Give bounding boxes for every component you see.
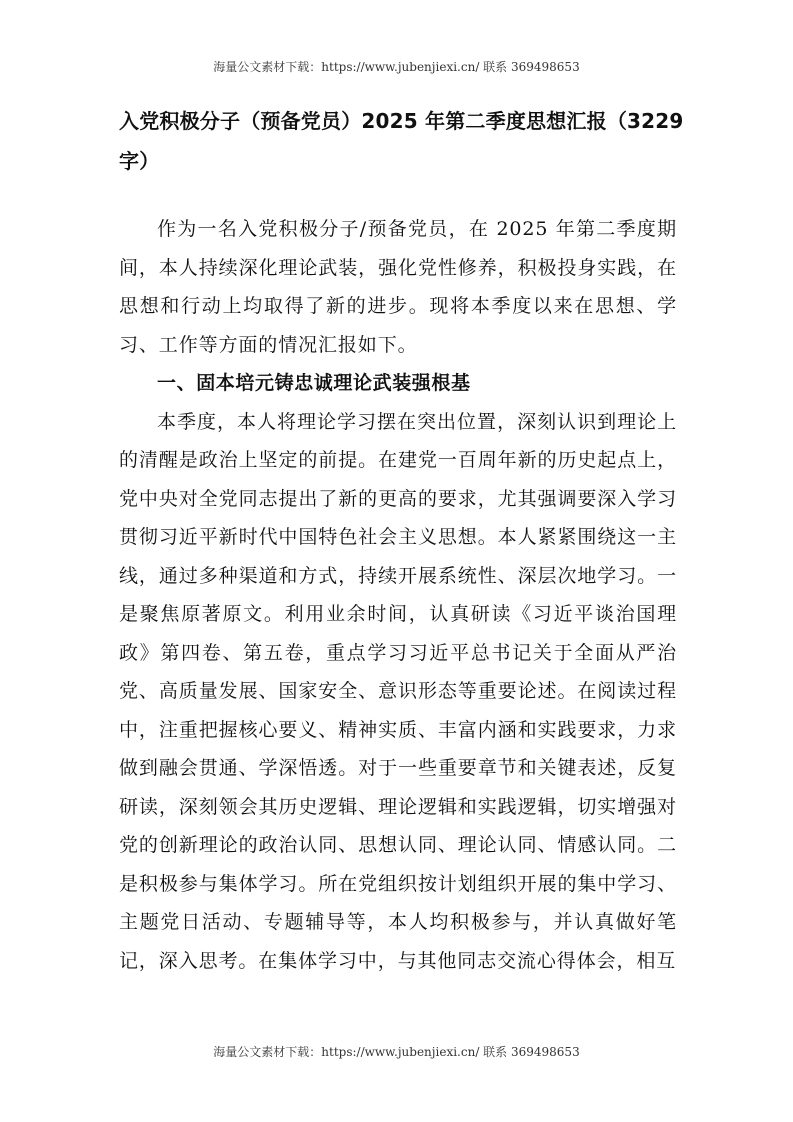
- document-title: 入党积极分子（预备党员）2025 年第二季度思想汇报（3229 字）: [119, 109, 684, 173]
- page-header: 海量公文素材下载：https://www.jubenjiexi.cn/ 联系 369498653: [213, 60, 580, 74]
- document-body: [119, 210, 677, 980]
- section-1-paragraph: 本季度，本人将理论学习摆在突出位置，深刻认识到理论上的清醒是政治上坚定的前提。在建党一百周年新的历史起点上，党中央对全党同志提出了新的更高的要求，尤其强调要深入学习贯彻习近平新时代中国特色社会主义思想。本人紧紧围绕这一主线，通过多种渠道和方式，持续开展系统性、深层次地学习。一是聚焦原著原文。利用业余时间，认真研读《习近平谈治国理政》第四卷、第五卷，重点学习习近平总书记关于全面从严治党、高质量发展、国家安全、意识形态等重要论述。在阅读过程中，注重把握核心要义、精神实质、丰富内涵和实践要求，力求做到融会贯通、学深悟透。对于一些重要章节和关键表述，反复研读，深刻领会其历史逻辑、理论逻辑和实践逻辑，切实增强对党的创新理论的政治认同、思想认同、理论认同、情感认同。二是积极参与集体学习。所在党组织按计划组织开展的集中学习、主题党日活动、专题辅导等，本人均积极参与，并认真做好笔记，深入思考。在集体学习中，与其他同志交流心得体会，相互: [119, 410, 677, 972]
- intro-paragraph: 作为一名入党积极分子/预备党员，在 2025 年第二季度期间，本人持续深化理论武装，强化党性修养，积极投身实践，在思想和行动上均取得了新的进步。现将本季度以来在思想、学习、工作等方面的情况汇报如下。: [119, 218, 677, 356]
- page-footer: 海量公文素材下载：https://www.jubenjiexi.cn/ 联系 369498653: [213, 1045, 580, 1059]
- section-heading-1: 一、固本培元铸忠诚理论武装强根基: [157, 372, 471, 394]
